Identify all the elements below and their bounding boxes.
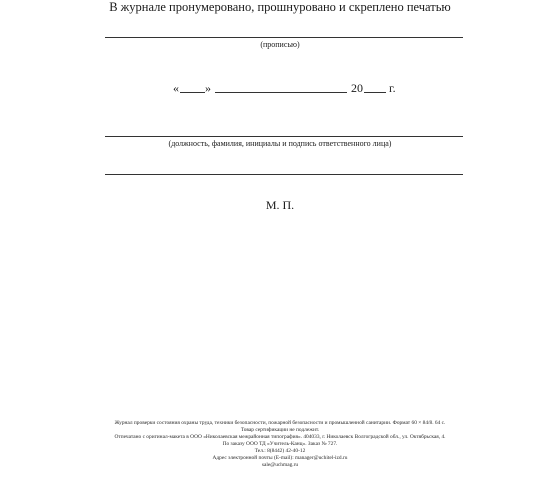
signature-caption: (должность, фамилия, инициалы и подпись ответственного лица): [168, 139, 392, 148]
imprint-line: Товар сертификации не подлежит.: [240, 427, 320, 433]
day-blank: [180, 81, 205, 93]
year-suffix: г.: [389, 81, 396, 95]
imprint-line: Отпечатано с оригинал-макета в ООО «Николаевская межрайонная типография». 404033, г. Николаевск Волгоградской обл., ул. Октябрьская, 4.: [114, 434, 446, 440]
imprint-line: sale@uchmag.ru: [261, 462, 299, 468]
page-heading: В журнале пронумеровано, прошнуровано и скреплено печатью: [109, 0, 451, 14]
year-blank: [364, 81, 386, 93]
date-row: [0, 81, 560, 97]
imprint-line: Журнал проверки состояния охраны труда, техники безопасности, пожарной безопасности и промышленной санитарии. Формат 60 × 84/8. 64 с.: [114, 420, 446, 426]
extra-line: [105, 174, 463, 175]
date-open-quote: «: [173, 81, 179, 95]
date-close-quote: »: [205, 81, 211, 95]
signature-line: [105, 136, 463, 137]
imprint-block: [0, 420, 560, 469]
imprint-line: По заказу ООО ТД «Учитель-Канц». Заказ № 727.: [222, 441, 338, 447]
amount-line: [105, 37, 463, 38]
month-blank: [215, 81, 347, 93]
imprint-line: Адрес электронной почты (E-mail): manager@uchitel-izd.ru: [212, 455, 348, 461]
imprint-line: Тел.: 8(8442) 42-40-12: [254, 448, 306, 454]
year-prefix: 20: [351, 81, 363, 95]
amount-caption: (прописью): [260, 40, 300, 49]
seal-mark: М. П.: [265, 198, 295, 212]
